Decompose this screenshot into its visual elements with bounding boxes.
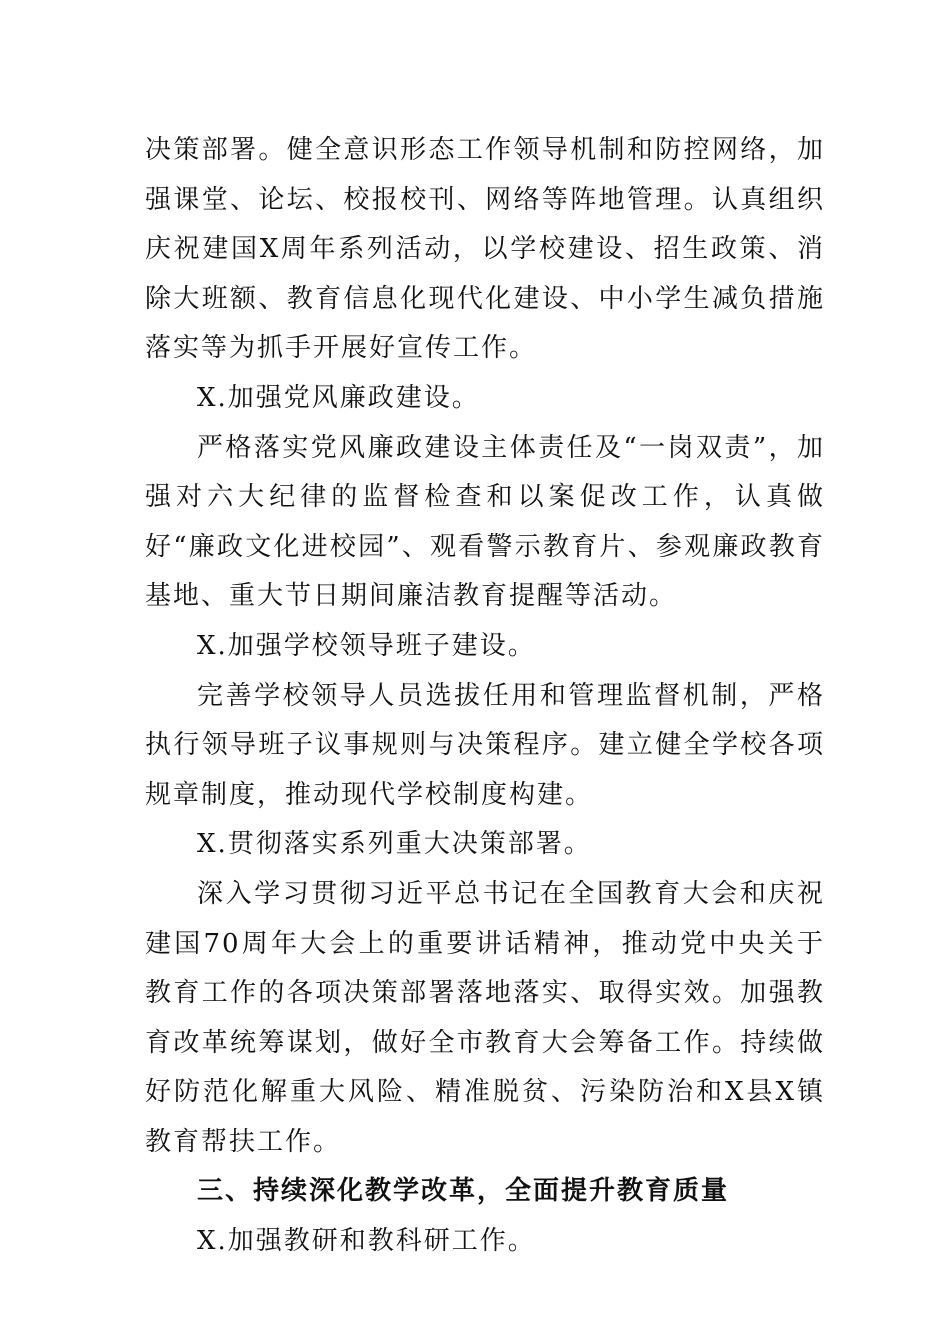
section-heading: 三、持续深化教学改革，全面提升教育质量: [197, 1176, 730, 1207]
document-body: [145, 126, 825, 1267]
paragraph-subheading: X.加强教研和教科研工作。: [197, 1226, 536, 1257]
paragraph-body: 决策部署。健全意识形态工作领导机制和防控网络，加强课堂、论坛、校报校刊、网络等阵地管理。认真组织庆祝建国X周年系列活动，以学校建设、招生政策、消除大班额、教育信息化现代化建设、中小学生减负措施落实等为抓手开展好宣传工作。: [145, 135, 825, 364]
paragraph-body: 深入学习贯彻习近平总书记在全国教育大会和庆祝建国70周年大会上的重要讲话精神，推动党中央关于教育工作的各项决策部署落地落实、取得实效。加强教育改革统筹谋划，做好全市教育大会筹备工作。持续做好防范化解重大风险、精准脱贫、污染防治和X县X镇教育帮扶工作。: [145, 878, 825, 1157]
paragraph-body: 完善学校领导人员选拔任用和管理监督机制，严格执行领导班子议事规则与决策程序。建立健全学校各项规章制度，推动现代学校制度构建。: [145, 680, 825, 810]
paragraph-subheading: X.加强学校领导班子建设。: [197, 630, 536, 661]
paragraph-subheading: X.加强党风廉政建设。: [197, 382, 480, 413]
paragraph-subheading: X.贯彻落实系列重大决策部署。: [197, 829, 592, 860]
paragraph-body: 严格落实党风廉政建设主体责任及“一岗双责”，加强对六大纪律的监督检查和以案促改工作，认真做好“廉政文化进校园”、观看警示教育片、参观廉政教育基地、重大节日期间廉洁教育提醒等活动。: [145, 432, 825, 612]
